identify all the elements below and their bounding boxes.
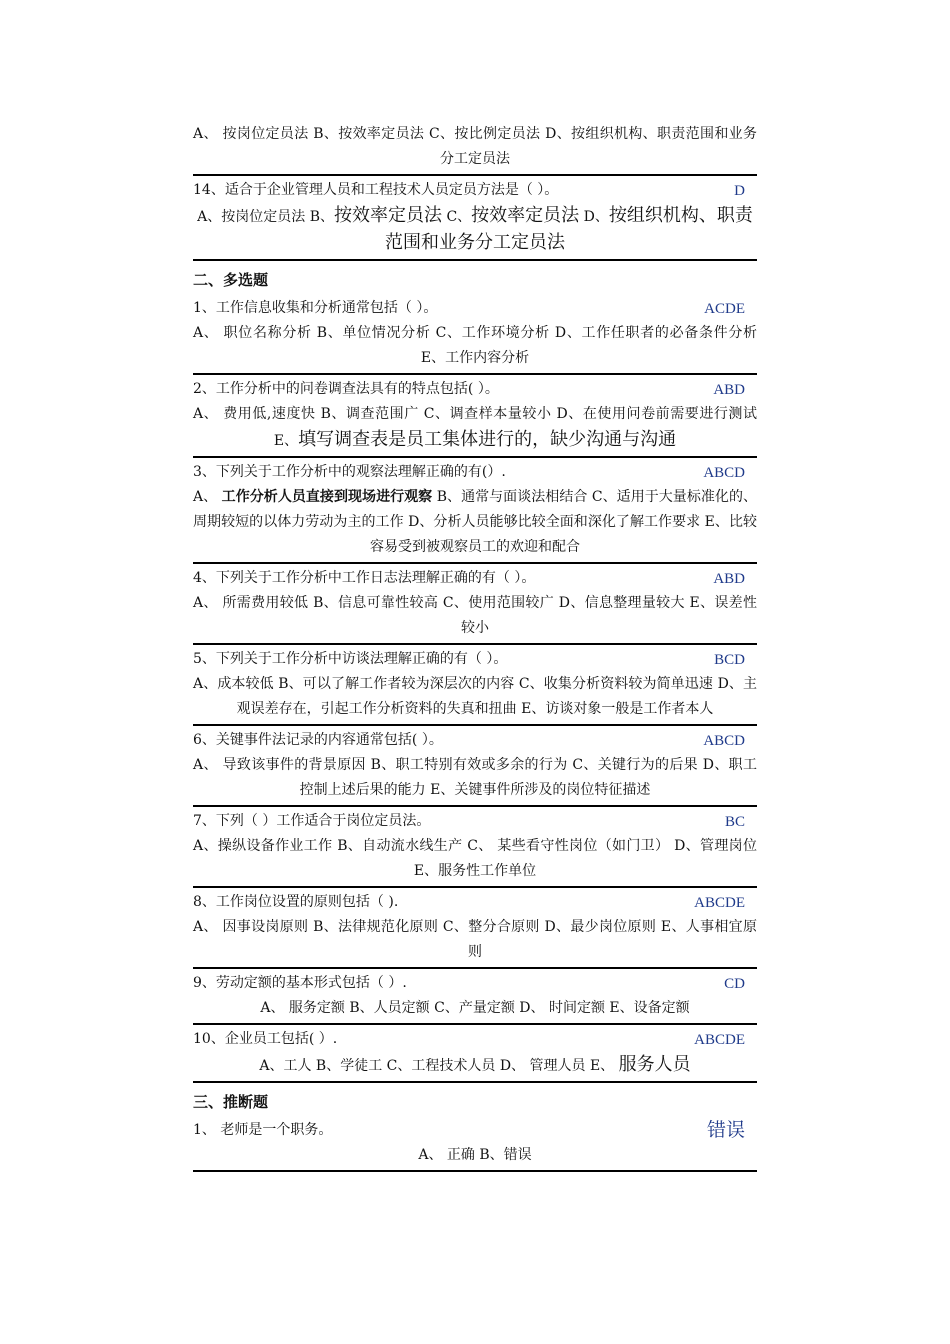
question-options	[193, 485, 757, 560]
question-block-13	[193, 122, 757, 176]
answer-key: ABD	[713, 571, 745, 587]
question-text: 7、下列（ ）工作适合于岗位定员法。	[193, 813, 431, 829]
question-options: A、 按岗位定员法 B、按效率定员法 C、按比例定员法 D、按组织机构、职责范围和业务分工定员法	[193, 126, 757, 167]
question-options: A、 职位名称分析 B、单位情况分析 C、工作环境分析 D、工作任职者的必备条件分析 E、工作内容分析	[193, 325, 757, 366]
option-text: 填写调查表是员工集体进行的，缺少沟通与沟通	[298, 429, 677, 450]
question-options: A、 因事设岗原则 B、法律规范化原则 C、整分合原则 D、最少岗位原则 E、人事相宜原则	[193, 919, 757, 960]
mc-question-7	[193, 810, 757, 888]
question-text: 8、工作岗位设置的原则包括（ ).	[193, 894, 399, 910]
question-text: 10、企业员工包括( ）.	[193, 1031, 338, 1047]
answer-key: D	[734, 183, 745, 199]
answer-key: ABCD	[703, 733, 745, 749]
answer-key: ACDE	[704, 301, 745, 317]
option-text: A、工人 B、学徒工 C、工程技术人员 D、 管理人员 E、	[259, 1058, 619, 1074]
mc-question-2	[193, 378, 757, 458]
option-text: 按组织机构、职责范围和业务分工定员法	[385, 205, 753, 253]
answer-key: BCD	[714, 652, 745, 668]
option-text: A、	[193, 489, 222, 505]
question-text: 14、适合于企业管理人员和工程技术人员定员方法是（ ）。	[193, 182, 559, 198]
option-text: A、按岗位定员法 B、	[197, 209, 334, 225]
option-text: D、	[579, 209, 609, 225]
option-text: C、	[442, 209, 472, 225]
option-text: A、 费用低,速度快 B、调查范围广 C、调查样本量较小 D、在使用问卷前需要进行测试 E、	[193, 406, 757, 449]
question-text: 1、工作信息收集和分析通常包括（ ）。	[193, 300, 438, 316]
question-text: 9、劳动定额的基本形式包括（ ）.	[193, 975, 407, 991]
answer-key: CD	[724, 976, 745, 992]
answer-key: ABCDE	[694, 895, 745, 911]
question-options: A、 导致该事件的背景原因 B、职工特别有效或多余的行为 C、关键行为的后果 D、职工控制上述后果的能力 E、关键事件所涉及的岗位特征描述	[193, 757, 757, 798]
option-text: B、通常与面谈法相结合 C、适用于大量标准化的、周期较短的以体力劳动为主的工作 D、分析人员能够比较全面和深化了解工作要求 E、比较容易受到被观察员工的欢迎和配合	[193, 489, 757, 555]
answer-key: BC	[724, 814, 745, 830]
question-text: 3、下列关于工作分析中的观察法理解正确的有(）.	[193, 464, 506, 480]
tf-question-1	[193, 1119, 757, 1172]
question-block-14	[193, 179, 757, 261]
option-text: 按效率定员法	[471, 205, 580, 226]
question-options: A、 服务定额 B、人员定额 C、产量定额 D、 时间定额 E、设备定额	[260, 1000, 690, 1016]
question-text: 2、工作分析中的问卷调查法具有的特点包括( ）。	[193, 381, 499, 397]
question-options	[193, 203, 757, 257]
answer-key: ABCDE	[694, 1032, 745, 1048]
option-text: 工作分析人员直接到现场进行观察	[221, 489, 433, 505]
question-options	[193, 1052, 757, 1079]
mc-question-9	[193, 972, 757, 1025]
question-options: A、 正确 B、错误	[418, 1147, 532, 1163]
question-options	[193, 402, 757, 454]
mc-question-6	[193, 729, 757, 807]
answer-key: 错误	[706, 1120, 745, 1141]
answer-key: ABD	[713, 382, 745, 398]
answer-key: ABCD	[703, 465, 745, 481]
question-text: 4、下列关于工作分析中工作日志法理解正确的有（ ）。	[193, 570, 536, 586]
mc-question-3	[193, 461, 757, 564]
option-text: 按效率定员法	[334, 205, 442, 226]
mc-question-1	[193, 297, 757, 375]
question-text: 6、关键事件法记录的内容通常包括( ）。	[193, 732, 443, 748]
question-options: A、 所需费用较低 B、信息可靠性较高 C、使用范围较广 D、信息整理量较大 E、误差性较小	[193, 595, 757, 636]
option-text: 服务人员	[618, 1054, 691, 1075]
mc-question-4	[193, 567, 757, 645]
mc-question-5	[193, 648, 757, 726]
question-options: A、成本较低 B、可以了解工作者较为深层次的内容 C、收集分析资料较为简单迅速 D、主观误差存在，引起工作分析资料的失真和扭曲 E、访谈对象一般是工作者本人	[193, 676, 757, 717]
mc-question-8	[193, 891, 757, 969]
question-text: 1、 老师是一个职务。	[193, 1122, 333, 1138]
mc-question-10	[193, 1028, 757, 1083]
question-options: A、操纵设备作业工作 B、自动流水线生产 C、 某些看守性岗位（如门卫） D、管理岗位 E、服务性工作单位	[193, 838, 757, 879]
section-heading: 二、多选题	[193, 271, 269, 289]
section-heading: 三、推断题	[193, 1093, 269, 1111]
document-page	[193, 122, 757, 1175]
question-text: 5、下列关于工作分析中访谈法理解正确的有（ ）。	[193, 651, 508, 667]
